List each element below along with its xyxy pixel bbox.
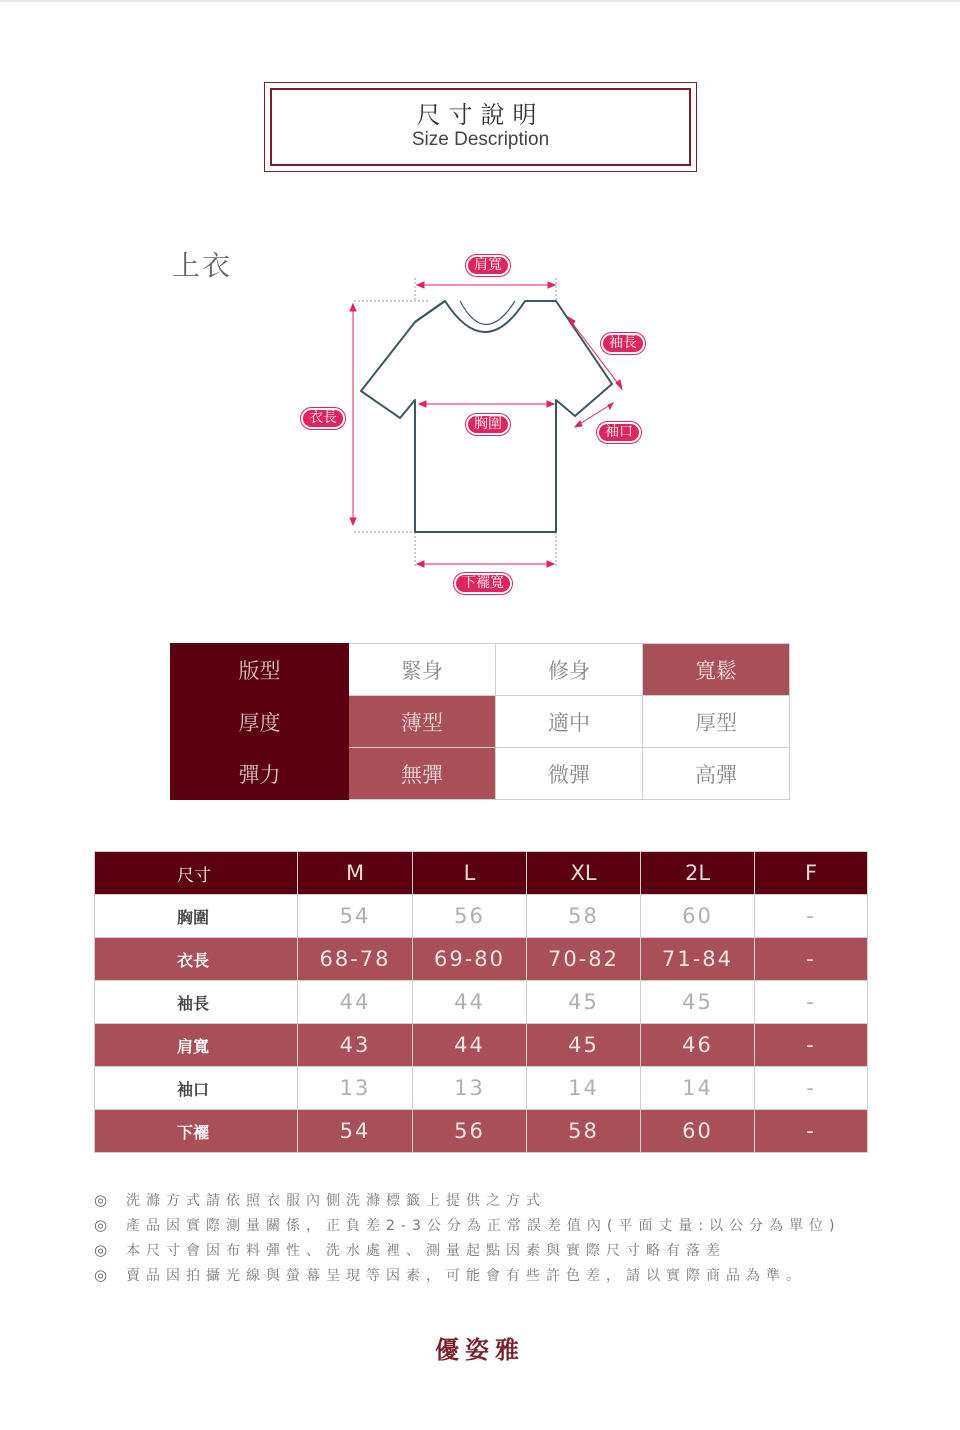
table-cell: 71-84 bbox=[641, 938, 755, 981]
attribute-row bbox=[171, 644, 790, 696]
table-cell: 14 bbox=[527, 1067, 641, 1110]
size-header-cell: 2L bbox=[641, 852, 755, 895]
attribute-option: 微彈 bbox=[496, 748, 643, 800]
row-label: 胸圍 bbox=[95, 895, 298, 938]
table-cell: - bbox=[755, 981, 868, 1024]
note-item bbox=[94, 1213, 914, 1238]
table-cell: 45 bbox=[527, 1024, 641, 1067]
attribute-option-selected: 無彈 bbox=[349, 748, 496, 800]
table-cell: 70-82 bbox=[527, 938, 641, 981]
size-header-label: 尺寸 bbox=[95, 852, 298, 895]
table-cell: 56 bbox=[413, 895, 527, 938]
table-row bbox=[95, 981, 868, 1024]
size-header-cell: M bbox=[298, 852, 413, 895]
attribute-option: 修身 bbox=[496, 644, 643, 696]
table-row bbox=[95, 1067, 868, 1110]
note-text: 本尺寸會因布料彈性、洗水處裡、測量起點因素與實際尺寸略有落差 bbox=[126, 1243, 726, 1259]
size-header-cell: L bbox=[413, 852, 527, 895]
attribute-row bbox=[171, 748, 790, 800]
table-cell: - bbox=[755, 895, 868, 938]
table-cell: 46 bbox=[641, 1024, 755, 1067]
table-row bbox=[95, 1024, 868, 1067]
table-cell: 60 bbox=[641, 1110, 755, 1153]
table-cell: 68-78 bbox=[298, 938, 413, 981]
table-cell: - bbox=[755, 938, 868, 981]
table-cell: 45 bbox=[641, 981, 755, 1024]
row-label: 袖長 bbox=[95, 981, 298, 1024]
care-notes bbox=[94, 1188, 914, 1288]
table-cell: - bbox=[755, 1024, 868, 1067]
fit-attributes-table bbox=[170, 643, 790, 800]
row-label: 衣長 bbox=[95, 938, 298, 981]
note-bullet-icon: ◎ bbox=[94, 1241, 108, 1259]
row-label: 下襬 bbox=[95, 1110, 298, 1153]
table-row bbox=[95, 938, 868, 981]
attribute-label: 厚度 bbox=[171, 696, 349, 748]
row-label: 肩寬 bbox=[95, 1024, 298, 1067]
note-item bbox=[94, 1238, 914, 1263]
note-item bbox=[94, 1188, 914, 1213]
table-cell: 44 bbox=[298, 981, 413, 1024]
shoulder-badge: 肩寬 bbox=[466, 255, 510, 276]
note-bullet-icon: ◎ bbox=[94, 1266, 108, 1284]
size-header-cell: F bbox=[755, 852, 868, 895]
table-cell: 44 bbox=[413, 1024, 527, 1067]
page-title-en: Size Description bbox=[411, 129, 550, 150]
size-header-cell: XL bbox=[527, 852, 641, 895]
chest-badge: 胸圍 bbox=[466, 414, 510, 435]
sleeve-length-badge: 袖長 bbox=[601, 333, 645, 354]
table-cell: 14 bbox=[641, 1067, 755, 1110]
table-cell: 44 bbox=[413, 981, 527, 1024]
attribute-option-selected: 寬鬆 bbox=[643, 644, 790, 696]
table-cell: 13 bbox=[298, 1067, 413, 1110]
attribute-row bbox=[171, 696, 790, 748]
attribute-option: 高彈 bbox=[643, 748, 790, 800]
attribute-label: 版型 bbox=[171, 644, 349, 696]
table-row bbox=[95, 895, 868, 938]
size-header-row bbox=[95, 852, 868, 895]
title-box bbox=[264, 82, 697, 172]
attribute-label: 彈力 bbox=[171, 748, 349, 800]
table-cell: 69-80 bbox=[413, 938, 527, 981]
table-cell: 54 bbox=[298, 895, 413, 938]
table-row bbox=[95, 1110, 868, 1153]
top-divider bbox=[0, 0, 960, 2]
note-text: 洗滌方式請依照衣服內側洗滌標籤上提供之方式 bbox=[126, 1193, 546, 1209]
note-text: 賣品因拍攝光線與螢幕呈現等因素，可能會有些許色差，請以實際商品為準。 bbox=[126, 1268, 806, 1284]
attribute-option-selected: 薄型 bbox=[349, 696, 496, 748]
table-cell: 60 bbox=[641, 895, 755, 938]
table-cell: 58 bbox=[527, 1110, 641, 1153]
hem-badge: 下襬寬 bbox=[454, 573, 512, 594]
table-cell: 45 bbox=[527, 981, 641, 1024]
table-cell: - bbox=[755, 1067, 868, 1110]
table-cell: 43 bbox=[298, 1024, 413, 1067]
note-bullet-icon: ◎ bbox=[94, 1216, 108, 1234]
note-bullet-icon: ◎ bbox=[94, 1191, 108, 1209]
size-chart-table bbox=[94, 851, 868, 1153]
table-cell: 13 bbox=[413, 1067, 527, 1110]
attribute-option: 適中 bbox=[496, 696, 643, 748]
table-cell: 56 bbox=[413, 1110, 527, 1153]
page-title-zh: 尺寸說明 bbox=[416, 101, 545, 129]
attribute-option: 厚型 bbox=[643, 696, 790, 748]
brand-name: 優姿雅 bbox=[435, 1336, 525, 1364]
attribute-option: 緊身 bbox=[349, 644, 496, 696]
section-label: 上衣 bbox=[172, 249, 233, 282]
note-text: 產品因實際測量關係，正負差2-3公分為正常誤差值內(平面丈量:以公分為單位) bbox=[126, 1218, 841, 1234]
tshirt-diagram bbox=[290, 248, 690, 598]
table-cell: 58 bbox=[527, 895, 641, 938]
row-label: 袖口 bbox=[95, 1067, 298, 1110]
cuff-badge: 袖口 bbox=[597, 422, 641, 443]
body-length-badge: 衣長 bbox=[301, 408, 345, 429]
note-item bbox=[94, 1263, 914, 1288]
table-cell: 54 bbox=[298, 1110, 413, 1153]
table-cell: - bbox=[755, 1110, 868, 1153]
